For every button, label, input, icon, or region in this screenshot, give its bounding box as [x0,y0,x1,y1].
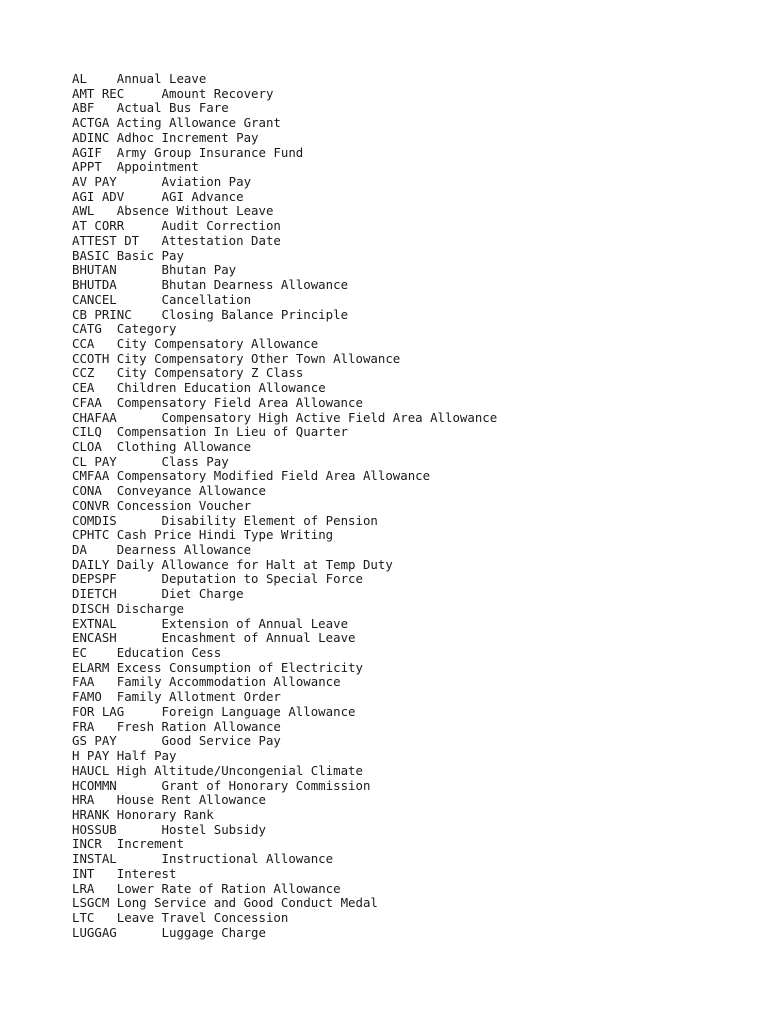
tab-spacer [102,395,117,410]
entry-abbreviation: CHAFAA [72,409,117,425]
entry-definition: Closing Balance Principle [161,306,349,322]
list-entry [72,352,497,367]
list-entry [72,234,497,249]
entry-abbreviation: AGIF [72,144,102,160]
entry-definition: City Compensatory Z Class [116,365,304,381]
entry-definition: Absence Without Leave [116,203,274,219]
tab-spacer [102,159,117,174]
list-entry [72,499,497,514]
entry-abbreviation: CFAA [72,394,102,410]
tab-spacer [117,454,162,469]
tab-spacer [117,277,162,292]
list-entry [72,764,497,779]
list-entry [72,425,497,440]
tab-spacer [94,881,116,896]
list-entry [72,587,497,602]
entry-abbreviation: CMFAA [72,468,110,484]
entry-definition: Basic Pay [116,247,184,263]
entry-definition: Luggage Charge [161,924,266,940]
list-entry [72,779,497,794]
tab-spacer [109,498,116,513]
tab-spacer [117,262,162,277]
entry-definition: Concession Voucher [116,497,252,513]
tab-spacer [109,601,116,616]
list-entry [72,146,497,161]
tab-spacer [117,410,162,425]
entry-abbreviation: FAMO [72,689,102,705]
tab-spacer [102,483,117,498]
tab-spacer [117,630,162,645]
list-entry [72,396,497,411]
tab-spacer [117,513,162,528]
tab-spacer [124,218,161,233]
list-entry [72,749,497,764]
tab-spacer [109,351,116,366]
list-entry [72,366,497,381]
entry-definition: Excess Consumption of Electricity [116,659,363,675]
list-entry [72,87,497,102]
entry-definition: City Compensatory Other Town Allowance [116,350,401,366]
tab-spacer [109,748,116,763]
entry-abbreviation: HOSSUB [72,821,117,837]
list-entry [72,249,497,264]
list-entry [72,646,497,661]
entry-abbreviation: H PAY [72,748,110,764]
entry-abbreviation: APPT [72,159,102,175]
tab-spacer [87,645,117,660]
entry-definition: Audit Correction [161,218,281,234]
entry-abbreviation: GS PAY [72,733,117,749]
list-entry [72,675,497,690]
list-entry [72,278,497,293]
tab-spacer [124,189,161,204]
list-entry [72,440,497,455]
tab-spacer [94,380,116,395]
entry-abbreviation: DIETCH [72,586,117,602]
entry-definition: Appointment [116,159,199,175]
entry-definition: Extension of Annual Leave [161,615,349,631]
entry-definition: Fresh Ration Allowance [116,718,281,734]
tab-spacer [109,660,116,675]
entry-definition: Encashment of Annual Leave [161,630,356,646]
entry-definition: Compensatory High Active Field Area Allowance [161,409,498,425]
tab-spacer [117,778,162,793]
entry-abbreviation: CILQ [72,424,102,440]
entry-abbreviation: CONVR [72,497,110,513]
tab-spacer [94,336,116,351]
entry-definition: Deputation to Special Force [161,571,363,587]
entry-abbreviation: COMDIS [72,512,117,528]
entry-abbreviation: ACTGA [72,115,110,131]
entry-abbreviation: LTC [72,909,95,925]
entry-abbreviation: HRANK [72,806,110,822]
list-entry [72,631,497,646]
entry-abbreviation: HCOMMN [72,777,117,793]
tab-spacer [94,674,116,689]
entry-abbreviation: CEA [72,380,95,396]
entry-abbreviation: INT [72,865,95,881]
tab-spacer [109,895,116,910]
entry-definition: Leave Travel Concession [116,909,289,925]
tab-spacer [109,248,116,263]
entry-definition: Actual Bus Fare [116,100,229,116]
tab-spacer [109,807,116,822]
list-entry [72,602,497,617]
entry-definition: Foreign Language Allowance [161,703,356,719]
entry-abbreviation: CB PRINC [72,306,132,322]
entry-definition: Hostel Subsidy [161,821,266,837]
entry-abbreviation: BHUTDA [72,277,117,293]
list-entry [72,808,497,823]
entry-definition: Grant of Honorary Commission [161,777,371,793]
entry-definition: Army Group Insurance Fund [116,144,304,160]
entry-abbreviation: DA [72,542,87,557]
tab-spacer [102,689,117,704]
tab-spacer [109,130,116,145]
list-entry [72,101,497,116]
entry-definition: Dearness Allowance [116,542,252,557]
tab-spacer [117,616,162,631]
entry-abbreviation: EC [72,645,87,661]
tab-spacer [94,866,116,881]
list-entry [72,926,497,941]
entry-definition: Increment [116,836,184,852]
tab-spacer [109,527,116,542]
tab-spacer [94,719,116,734]
tab-spacer [109,763,116,778]
list-entry [72,204,497,219]
entry-abbreviation: HAUCL [72,762,110,778]
tab-spacer [94,365,116,380]
entry-definition: Long Service and Good Conduct Medal [116,895,378,911]
abbreviation-list [72,72,497,940]
list-entry [72,558,497,573]
entry-definition: Acting Allowance Grant [116,115,281,131]
list-entry [72,572,497,587]
tab-spacer [124,86,161,101]
entry-definition: Lower Rate of Ration Allowance [116,880,341,896]
list-entry [72,469,497,484]
tab-spacer [87,542,117,557]
entry-definition: Education Cess [116,645,222,661]
tab-spacer [117,733,162,748]
list-entry [72,661,497,676]
list-entry [72,72,497,87]
tab-spacer [102,439,117,454]
entry-abbreviation: ATTEST DT [72,232,140,248]
entry-abbreviation: CL PAY [72,453,117,469]
entry-abbreviation: AGI ADV [72,188,125,204]
entry-definition: Bhutan Pay [161,262,237,278]
list-entry [72,690,497,705]
tab-spacer [139,233,161,248]
entry-definition: AGI Advance [161,188,244,204]
tab-spacer [109,468,116,483]
tab-spacer [117,822,162,837]
entry-abbreviation: FOR LAG [72,703,125,719]
entry-abbreviation: CCZ [72,365,95,381]
list-entry [72,867,497,882]
tab-spacer [102,145,117,160]
tab-spacer [117,571,162,586]
list-entry [72,705,497,720]
entry-definition: Aviation Pay [161,174,252,190]
tab-spacer [117,292,162,307]
list-entry [72,411,497,426]
entry-definition: Attestation Date [161,232,281,248]
entry-abbreviation: BASIC [72,247,110,263]
list-entry [72,131,497,146]
entry-abbreviation: CATG [72,321,102,337]
tab-spacer [109,557,116,572]
entry-definition: Bhutan Dearness Allowance [161,277,349,293]
entry-abbreviation: AV PAY [72,174,117,190]
entry-abbreviation: FRA [72,718,95,734]
list-entry [72,720,497,735]
entry-abbreviation: AWL [72,203,95,219]
tab-spacer [87,71,117,86]
entry-abbreviation: LRA [72,880,95,896]
entry-abbreviation: CLOA [72,438,102,454]
entry-abbreviation: DISCH [72,600,110,616]
list-entry [72,734,497,749]
tab-spacer [109,115,116,130]
list-entry [72,322,497,337]
entry-definition: Family Allotment Order [116,689,281,705]
entry-abbreviation: CCOTH [72,350,110,366]
entry-definition: City Compensatory Allowance [116,335,319,351]
entry-definition: Daily Allowance for Halt at Temp Duty [116,556,393,572]
entry-abbreviation: CCA [72,335,95,351]
tab-spacer [94,910,116,925]
entry-abbreviation: ADINC [72,129,110,145]
entry-abbreviation: FAA [72,674,95,690]
tab-spacer [94,792,116,807]
list-entry [72,116,497,131]
entry-definition: Class Pay [161,453,229,469]
entry-definition: Compensation In Lieu of Quarter [116,424,349,440]
tab-spacer [132,307,162,322]
entry-abbreviation: ENCASH [72,630,117,646]
list-entry [72,337,497,352]
entry-abbreviation: INCR [72,836,102,852]
entry-abbreviation: DAILY [72,556,110,572]
list-entry [72,911,497,926]
entry-abbreviation: AT CORR [72,218,125,234]
tab-spacer [117,586,162,601]
entry-definition: Interest [116,865,177,881]
entry-definition: Amount Recovery [161,85,274,101]
list-entry [72,882,497,897]
list-entry [72,896,497,911]
list-entry [72,528,497,543]
entry-definition: High Altitude/Uncongenial Climate [116,762,363,778]
list-entry [72,617,497,632]
entry-definition: Half Pay [116,748,177,764]
tab-spacer [94,203,116,218]
tab-spacer [102,836,117,851]
entry-definition: Disability Element of Pension [161,512,378,528]
entry-definition: Instructional Allowance [161,851,334,867]
list-entry [72,837,497,852]
entry-definition: Family Accommodation Allowance [116,674,341,690]
list-entry [72,190,497,205]
list-entry [72,455,497,470]
entry-abbreviation: DEPSPF [72,571,117,587]
list-entry [72,514,497,529]
entry-abbreviation: LUGGAG [72,924,117,940]
list-entry [72,160,497,175]
entry-abbreviation: INSTAL [72,851,117,867]
tab-spacer [102,321,117,336]
list-entry [72,543,497,558]
entry-definition: House Rent Allowance [116,792,266,808]
entry-definition: Category [116,321,177,337]
entry-abbreviation: CANCEL [72,291,117,307]
entry-abbreviation: AMT REC [72,85,125,101]
entry-definition: Cancellation [161,291,252,307]
list-entry [72,175,497,190]
entry-definition: Diet Charge [161,586,244,602]
list-entry [72,263,497,278]
entry-abbreviation: EXTNAL [72,615,117,631]
list-entry [72,219,497,234]
entry-definition: Cash Price Hindi Type Writing [116,527,334,543]
entry-definition: Discharge [116,600,184,616]
list-entry [72,381,497,396]
tab-spacer [102,424,117,439]
entry-definition: Compensatory Modified Field Area Allowance [116,468,431,484]
entry-abbreviation: CPHTC [72,527,110,543]
tab-spacer [124,704,161,719]
tab-spacer [117,174,162,189]
list-entry [72,308,497,323]
entry-abbreviation: CONA [72,483,102,499]
entry-definition: Children Education Allowance [116,380,326,396]
tab-spacer [94,100,116,115]
entry-definition: Clothing Allowance [116,438,252,454]
entry-abbreviation: AL [72,71,87,86]
entry-definition: Conveyance Allowance [116,483,266,499]
entry-definition: Good Service Pay [161,733,281,749]
list-entry [72,823,497,838]
entry-abbreviation: ELARM [72,659,110,675]
list-entry [72,852,497,867]
entry-abbreviation: BHUTAN [72,262,117,278]
entry-definition: Compensatory Field Area Allowance [116,394,363,410]
list-entry [72,484,497,499]
entry-definition: Honorary Rank [116,806,214,822]
entry-definition: Annual Leave [116,71,207,86]
entry-abbreviation: ABF [72,100,95,116]
entry-abbreviation: HRA [72,792,95,808]
list-entry [72,793,497,808]
tab-spacer [117,925,162,940]
entry-abbreviation: LSGCM [72,895,110,911]
tab-spacer [117,851,162,866]
entry-definition: Adhoc Increment Pay [116,129,259,145]
list-entry [72,293,497,308]
